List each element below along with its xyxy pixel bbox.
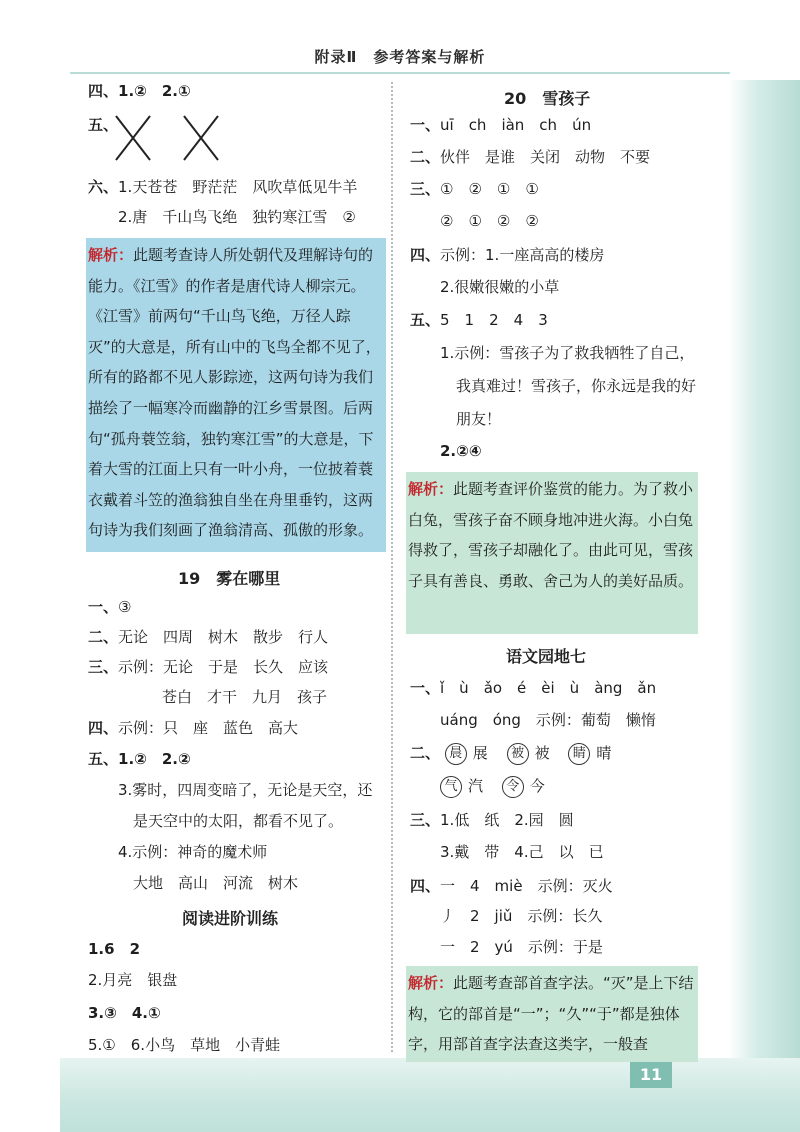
answer-line: 三、1.低 纸 2.园 圆 — [410, 811, 574, 829]
answer-line: 是天空中的太阳，都看不见了。 — [133, 812, 344, 830]
section-title: 阅读进阶训练 — [182, 909, 279, 928]
page-header — [0, 0, 800, 78]
answer-line: 六、1.天苍苍 野茫茫 风吹草低见牛羊 — [88, 178, 358, 196]
answer-line: 一、ǐ ù ǎo é èi ù àng ǎn — [410, 679, 657, 697]
answer-line: 4.示例：神奇的魔术师 — [118, 843, 268, 861]
circled-radical: 气 — [440, 776, 462, 798]
analysis-box: 解析：此题考查诗人所处朝代及理解诗句的能力。《江雪》的作者是唐代诗人柳宗元。《江雪》前两句“千山鸟飞绝，万径人踪灭”的大意是，所有山中的飞鸟全都不见了，所有的路都不见人影踪迹，这两句诗为我们描绘了一幅寒冷而幽静的江乡雪景图。后两句“孤舟蓑笠翁，独钓寒江雪”的大意是，下着大雪的江面上只有一叶小舟，一位披着蓑衣戴着斗笠的渔翁独自坐在舟里垂钓，这两句诗为我们刻画了渔翁清高、孤傲的形象。 — [86, 238, 386, 552]
page-number: 11 — [630, 1062, 672, 1088]
answer-line: 3.雾时，四周变暗了，无论是天空，还 — [118, 781, 373, 799]
answer-line: 二、无论 四周 树木 散步 行人 — [88, 628, 329, 646]
answer-line: 3.③ 4.① — [88, 1004, 161, 1022]
answer-line: 苍白 才干 九月 孩子 — [162, 688, 328, 706]
answer-line: 二、伙伴 是谁 关闭 动物 不要 — [410, 148, 651, 166]
answer-line: 1.示例：雪孩子为了救我牺牲了自己， — [440, 344, 695, 362]
answer-line: 2.月亮 银盘 — [88, 971, 178, 989]
side-decoration-band — [728, 80, 800, 1080]
answer-line: 1.6 2 — [88, 940, 141, 958]
answer-line: 气 汽 令 今 — [440, 775, 545, 798]
bottom-decoration-band — [60, 1058, 800, 1132]
answer-line: 一 2 yú 示例：于是 — [440, 938, 603, 956]
answer-line: 五、 — [88, 116, 119, 134]
answer-line: 3.戴 带 4.己 以 已 — [440, 843, 604, 861]
answer-line: 2.很嫩很嫩的小草 — [440, 278, 560, 296]
circled-radical: 被 — [507, 743, 529, 765]
answer-line: 大地 高山 河流 树木 — [133, 874, 299, 892]
answer-line: 二、 晨 展 被 被 睛 晴 — [410, 742, 611, 765]
header-rule — [70, 72, 730, 74]
answer-line: 三、示例：无论 于是 长久 应该 — [88, 658, 329, 676]
answer-line: 四、1.② 2.① — [88, 82, 191, 100]
answer-line: ② ① ② ② — [440, 212, 539, 230]
circled-radical: 令 — [502, 776, 524, 798]
answer-line: 一、uī ch iàn ch ún — [410, 116, 592, 134]
header-title: 附录Ⅱ 参考答案与解析 — [314, 48, 486, 66]
answer-line: 四、示例：1.一座高高的楼房 — [410, 246, 605, 264]
answer-line: 五、1.② 2.② — [88, 750, 191, 768]
answer-line: 三、① ② ① ① — [410, 180, 539, 198]
answer-line: 丿 2 jiǔ 示例：长久 — [440, 907, 603, 925]
matching-lines-figure — [112, 112, 242, 166]
answer-line: 5.① 6.小鸟 草地 小青蛙 — [88, 1036, 281, 1054]
analysis-box: 解析：此题考查部首查字法。“灭”是上下结构，它的部首是“一”；“久”“于”都是独体字，用部首查字法查这类字，一般查 — [406, 966, 698, 1062]
analysis-box: 解析：此题考查评价鉴赏的能力。为了救小白兔，雪孩子奋不顾身地冲进火海。小白兔得救了，雪孩子却融化了。由此可见，雪孩子具有善良、勇敢、舍己为人的美好品质。 — [406, 472, 698, 634]
lesson-title: 19 雾在哪里 — [178, 569, 281, 588]
answer-line: 五、5 1 2 4 3 — [410, 311, 548, 329]
answer-line: 四、一 4 miè 示例：灭火 — [410, 877, 613, 895]
answer-line: 四、示例：只 座 蓝色 高大 — [88, 719, 299, 737]
section-title: 语文园地七 — [506, 647, 587, 666]
answer-line: 一、③ — [88, 598, 132, 616]
circled-radical: 睛 — [568, 743, 590, 765]
answer-line: uáng óng 示例：葡萄 懒惰 — [440, 711, 656, 729]
answer-line: 2.唐 千山鸟飞绝 独钓寒江雪 ② — [118, 208, 356, 226]
lesson-title: 20 雪孩子 — [504, 89, 591, 108]
answer-line: 朋友！ — [456, 410, 502, 428]
column-divider — [391, 82, 393, 1052]
answer-line: 2.②④ — [440, 442, 482, 460]
circled-radical: 晨 — [445, 743, 467, 765]
answer-line: 我真难过！雪孩子，你永远是我的好 — [456, 377, 697, 395]
